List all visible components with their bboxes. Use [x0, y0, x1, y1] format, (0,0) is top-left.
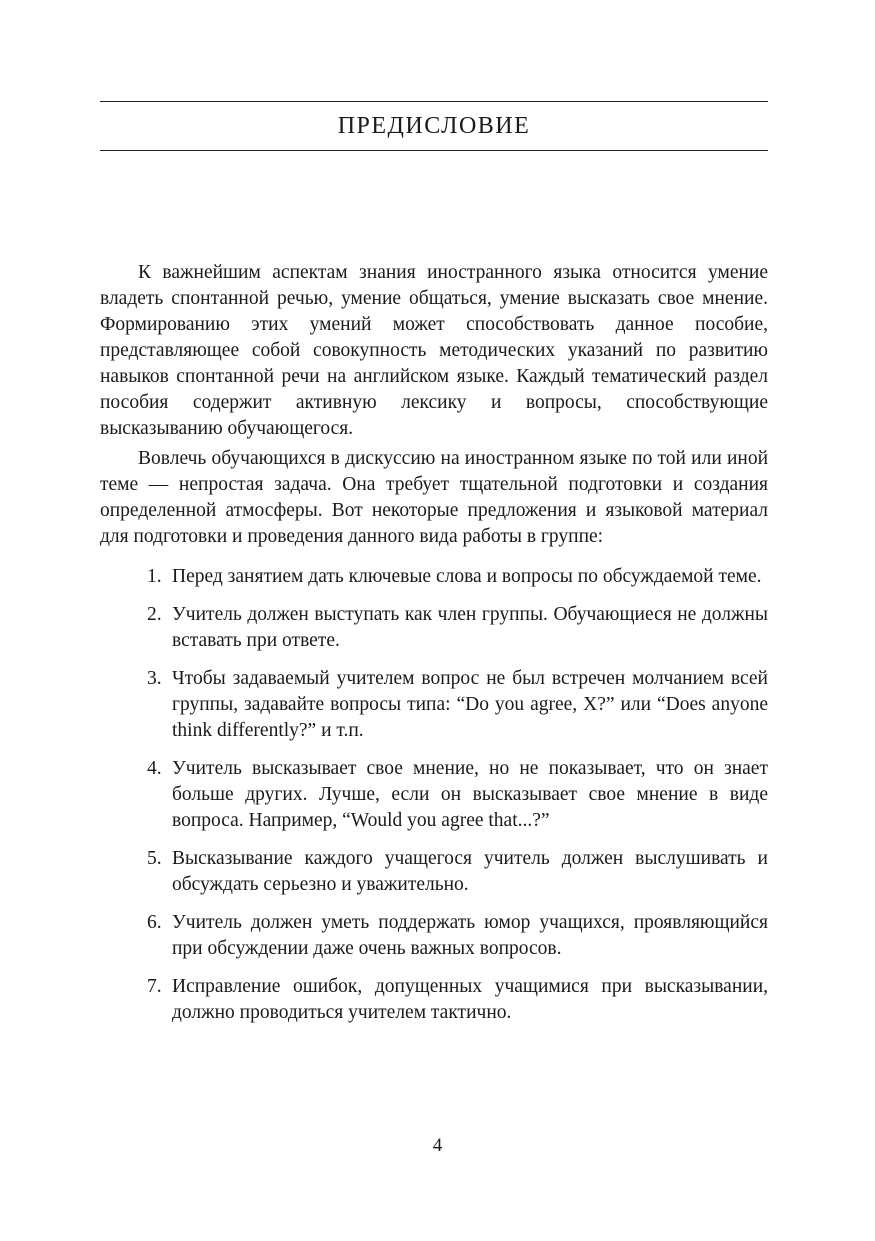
list-item-text: Учитель должен выступать как член группы. Обучающиеся не должны вставать при ответе. [172, 604, 768, 651]
list-item [100, 910, 768, 962]
recommendations-list [100, 564, 768, 1026]
list-item-text: Высказывание каждого учащегося учитель должен выслушивать и обсуждать серьезно и уважительно. [172, 848, 768, 895]
page-title: ПРЕДИСЛОВИЕ [337, 112, 531, 139]
list-item-number: 1. [147, 566, 162, 587]
list-item [100, 974, 768, 1026]
list-item [100, 564, 768, 590]
list-item-number: 5. [147, 848, 162, 869]
list-item-text: Учитель высказывает свое мнение, но не показывает, что он знает больше других. Лучше, если он высказывает свое мнение в виде вопроса. Например, “Would you agree that...?” [172, 758, 768, 831]
preface-body [100, 260, 768, 1038]
list-item-number: 2. [147, 604, 162, 625]
list-item-number: 3. [147, 668, 162, 689]
list-item-number: 7. [147, 976, 162, 997]
page-header [100, 101, 768, 151]
list-item-number: 4. [147, 758, 162, 779]
list-item-text: Чтобы задаваемый учителем вопрос не был встречен молчанием всей группы, задавайте вопросы типа: “Do you agree, X?” или “Does anyone think differently?” и т.п. [172, 668, 768, 741]
list-item-number: 6. [147, 912, 162, 933]
paragraph-intro: К важнейшим аспектам знания иностранного языка относится умение владеть спонтанной речью, умение общаться, умение высказать свое мнение. Формированию этих умений может способствовать данное пособие, представляющее собой совокупность методических указаний по развитию навыков спонтанной речи на английском языке. Каждый тематический раздел пособия содержит активную лексику и вопросы, способствующие высказыванию обучающегося. [100, 262, 768, 439]
list-item-text: Исправление ошибок, допущенных учащимися при высказывании, должно проводиться учителем тактично. [172, 976, 768, 1023]
list-item-text: Учитель должен уметь поддержать юмор учащихся, проявляющийся при обсуждении даже очень важных вопросов. [172, 912, 768, 959]
page-number: 4 [432, 1135, 443, 1156]
list-item [100, 846, 768, 898]
paragraph-discussion: Вовлечь обучающихся в дискуссию на иностранном языке по той или иной теме — непростая задача. Она требует тщательной подготовки и создания определенной атмосферы. Вот некоторые предложения и языковой материал для подготовки и проведения данного вида работы в группе: [100, 448, 768, 547]
list-item [100, 602, 768, 654]
list-item [100, 666, 768, 744]
list-item [100, 756, 768, 834]
list-item-text: Перед занятием дать ключевые слова и вопросы по обсуждаемой теме. [172, 566, 762, 587]
